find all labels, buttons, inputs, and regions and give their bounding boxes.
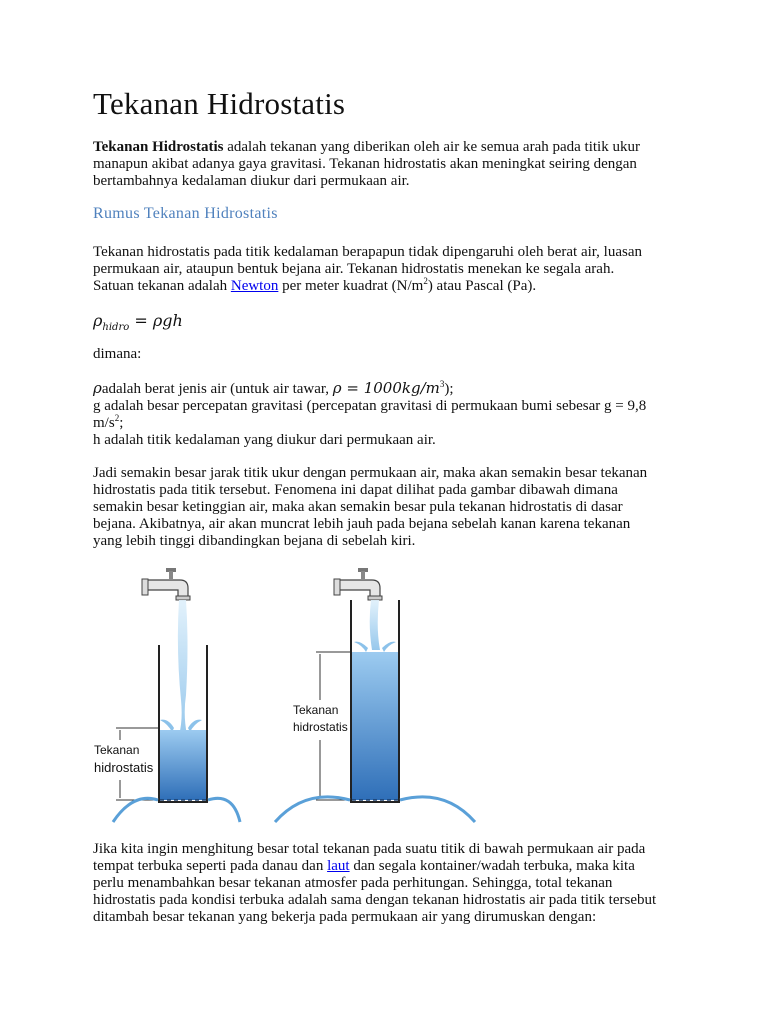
formula-para-line3b: per meter kuadrat (N/m: [278, 278, 424, 294]
closing-line2b: dan segala kontainer/wadah terbuka, maka kita: [349, 858, 635, 874]
rho-text: adalah berat jenis air (untuk air tawar,: [101, 381, 333, 397]
formula-para-line1: Tekanan hidrostatis pada titik kedalaman berapapun tidak dipengaruhi oleh berat air, luasan: [93, 244, 642, 260]
right-tube: [275, 568, 475, 822]
formula-para-sup: 2: [423, 276, 428, 286]
intro-line2: manapun akibat adanya gaya gravitasi. Tekanan hidrostatis akan meningkat seiring dengan: [93, 156, 637, 172]
rho-eq-sup: 3: [439, 379, 445, 389]
explanation-line5: yang lebih tinggi dibandingkan bejana di sebelah kiri.: [93, 533, 416, 549]
g-line1: g adalah besar percepatan gravitasi (percepatan gravitasi di permukaan bumi sebesar g = 9,8: [93, 398, 647, 414]
explanation-line2: hidrostatis pada titik tersebut. Fenomena ini dapat dilihat pada gambar dibawah dimana: [93, 482, 618, 498]
hydrostatic-illustration: [88, 560, 488, 825]
formula-rhs: = ρgh: [129, 311, 183, 330]
formula-paragraph: [93, 244, 683, 295]
right-pressure-label-2: hidrostatis: [293, 720, 348, 734]
explanation-line1: Jadi semakin besar jarak titik ukur dengan permukaan air, maka akan semakin besar tekanan: [93, 465, 648, 481]
definitions: [93, 380, 683, 449]
g-line2-sup: 2: [114, 413, 120, 423]
g-line2a: m/s: [93, 415, 115, 431]
newton-link[interactable]: Newton: [230, 278, 279, 294]
closing-line2a: tempat terbuka seperti pada danau dan: [93, 858, 328, 874]
formula-lhs: ρ: [93, 311, 103, 330]
rho-symbol: ρ: [93, 379, 102, 397]
right-pressure-label-1: Tekanan: [293, 703, 339, 717]
intro-bold-term: Tekanan Hidrostatis: [93, 139, 224, 155]
formula-para-line3c: ) atau Pascal (Pa).: [427, 278, 537, 294]
where-label: dimana:: [93, 346, 142, 362]
explanation-line3: semakin besar ketinggian air, maka akan semakin besar pula tekanan hidrostatis di dasar: [93, 499, 623, 515]
section-heading: Rumus Tekanan Hidrostatis: [93, 205, 278, 222]
left-pressure-label-2: hidrostatis: [94, 760, 154, 775]
h-line: h adalah titik kedalaman yang diukur dari permukaan air.: [93, 432, 436, 448]
closing-line1: Jika kita ingin menghitung besar total tekanan pada suatu titik di bawah permukaan air pada: [93, 841, 646, 857]
left-faucet-icon: [142, 568, 190, 600]
formula: [93, 312, 683, 336]
page-title: Tekanan Hidrostatis: [93, 86, 346, 121]
closing-paragraph: [93, 841, 683, 926]
g-line2b: ;: [119, 415, 124, 431]
formula-para-line2: permukaan air, ataupun bentuk bejana air. Tekanan hidrostatis menekan ke segala arah.: [93, 261, 615, 277]
left-tube: [113, 568, 240, 822]
rho-end: );: [444, 381, 454, 397]
closing-line4: hidrostatis pada kondisi terbuka adalah sama dengan tekanan hidrostatis air pada titik tersebut: [93, 892, 657, 908]
formula-lhs-sub: hidro: [102, 322, 130, 334]
intro-line3: bertambahnya kedalaman diukur dari permukaan air.: [93, 173, 410, 189]
formula-para-line3a: Satuan tekanan adalah: [93, 278, 231, 294]
closing-line3: perlu menambahkan besar tekanan atmosfer pada perhitungan. Sehingga, total tekanan: [93, 875, 613, 891]
laut-link[interactable]: laut: [327, 858, 350, 874]
left-pressure-label-1: Tekanan: [94, 743, 140, 757]
explanation-line4: bejana. Akibatnya, air akan muncrat lebih jauh pada bejana sebelah kanan karena tekanan: [93, 516, 631, 532]
closing-line5: ditambah besar tekanan yang bekerja pada permukaan air yang dirumuskan dengan:: [93, 909, 597, 925]
rho-equation: ρ = 1000kg/m: [332, 379, 440, 397]
intro-line1: adalah tekanan yang diberikan oleh air ke semua arah pada titik ukur: [223, 139, 640, 155]
right-faucet-icon: [334, 568, 382, 600]
explanation-paragraph: [93, 465, 683, 550]
hydrostatic-figure: [88, 560, 488, 825]
intro-paragraph: [93, 139, 683, 190]
